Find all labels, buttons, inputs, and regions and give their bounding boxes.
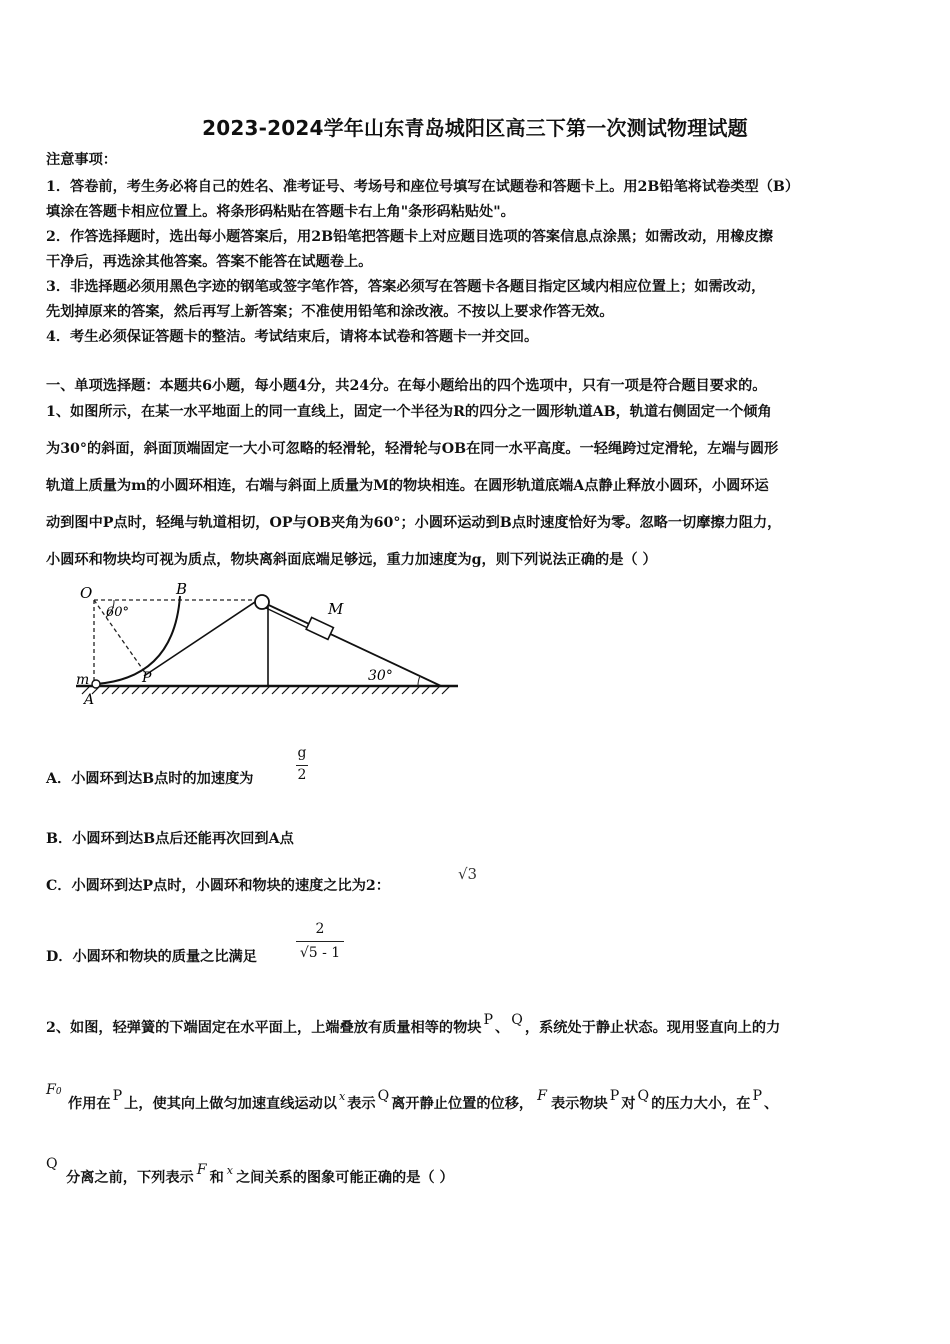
page-title: 2023-2024学年山东青岛城阳区高三下第一次测试物理试题 xyxy=(202,116,748,140)
question-1-line: 轨道上质量为m的小圆环相连，右端与斜面上质量为M的物块相连。在圆形轨道底端A点静止释放小圆环，小圆环运 xyxy=(46,478,769,494)
q2-text: 之间关系的图象可能正确的是（ ） xyxy=(235,1170,454,1186)
notice-line: 填涂在答题卡相应位置上。将条形码粘贴在答题卡右上角"条形码粘贴处"。 xyxy=(46,204,515,220)
notice-line: 干净后，再选涂其他答案。答案不能答在试题卷上。 xyxy=(46,254,373,270)
q2-sym-f0-sub: 0 xyxy=(55,1087,62,1097)
notice-line: 2．作答选择题时，选出每小题答案后，用2B铅笔把答题卡上对应题目选项的答案信息点涂黑；如需改动，用橡皮擦 xyxy=(46,229,773,245)
q2-sym-q: Q xyxy=(377,1088,390,1104)
option-c-sqrt3: √3 xyxy=(458,865,478,883)
q2-text: 和 xyxy=(209,1170,224,1186)
option-c: C．小圆环到达P点时，小圆环和物块的速度之比为2： xyxy=(46,878,390,894)
q2-sym-q: Q xyxy=(637,1088,650,1104)
option-a-fraction-bar xyxy=(296,765,308,766)
notice-line: 先划掉原来的答案，然后再写上新答案；不准使用铅笔和涂改液。不按以上要求作答无效。 xyxy=(46,304,614,320)
q2-sym-p: P xyxy=(483,1012,494,1028)
q2-sym-p: P xyxy=(752,1088,762,1104)
question-1-line: 动到图中P点时，轻绳与轨道相切，OP与OB夹角为60°；小圆环运动到B点时速度恰好为零。忽略一切摩擦力阻力， xyxy=(46,515,782,531)
label-o: O xyxy=(80,584,93,602)
option-a-denominator: 2 xyxy=(297,767,307,783)
label-30: 30° xyxy=(368,668,393,684)
ring-icon xyxy=(92,680,100,688)
question-2-line-3 xyxy=(46,1156,454,1189)
q2-text: 的压力大小，在 xyxy=(651,1096,751,1112)
option-a: A．小圆环到达B点时的加速度为 xyxy=(46,771,254,787)
q2-text: 上，使其向上做匀加速直线运动以 xyxy=(124,1096,337,1112)
incline-surface xyxy=(258,600,441,686)
q2-text: 表示 xyxy=(347,1096,376,1112)
q2-text: 表示物块 xyxy=(550,1096,608,1112)
notice-line: 3．非选择题必须用黑色字迹的钢笔或签字笔作答，答案必须写在答题卡各题目指定区域内相应位置上；如需改动， xyxy=(46,279,766,295)
label-60: 60° xyxy=(106,605,130,620)
rope-left xyxy=(144,600,258,676)
option-d-fraction-bar xyxy=(296,941,344,942)
label-M: M xyxy=(328,600,344,618)
notice-line: 4．考生必须保证答题卡的整洁。考试结束后，请将本试卷和答题卡一并交回。 xyxy=(46,329,539,345)
angle-arc-30 xyxy=(418,676,420,686)
q2-sym-f0 xyxy=(46,1080,62,1102)
option-d: D．小圆环和物块的质量之比满足 xyxy=(46,949,257,965)
q2-sym-q: Q xyxy=(46,1156,58,1172)
label-p: P xyxy=(142,670,152,686)
q2-sym-x: x xyxy=(226,1164,233,1177)
q2-sym-f0-main: F xyxy=(46,1082,56,1098)
question-1-figure xyxy=(46,582,466,712)
q2-text: 离开静止位置的位移， xyxy=(391,1096,534,1112)
block-m xyxy=(306,617,333,639)
notice-line: 1．答卷前，考生务必将自己的姓名、准考证号、考场号和座位号填写在试题卷和答题卡上。用2B铅笔将试卷类型（B） xyxy=(46,179,800,195)
question-1-line: 为30°的斜面，斜面顶端固定一大小可忽略的轻滑轮，轻滑轮与OB在同一水平高度。一轻绳跨过定滑轮，左端与圆形 xyxy=(46,441,779,457)
pulley-icon xyxy=(255,595,269,609)
question-2-line-1 xyxy=(46,1012,781,1038)
option-d-denominator: √5 - 1 xyxy=(299,945,341,961)
q2-text: ，系统处于静止状态。现用竖直向上的力 xyxy=(524,1020,781,1036)
q2-sym-p: P xyxy=(609,1088,620,1104)
q2-text: 作用在 xyxy=(68,1096,111,1112)
option-d-numerator: 2 xyxy=(315,921,325,937)
q2-sym-q: Q xyxy=(511,1012,523,1028)
rope-right xyxy=(266,608,312,630)
q2-sym-f: F xyxy=(196,1162,207,1178)
question-2-line-2 xyxy=(46,1082,779,1115)
section-heading: 一、单项选择题：本题共6小题，每小题4分，共24分。在每小题给出的四个选项中，只有一项是符合题目要求的。 xyxy=(46,378,767,394)
question-1-line: 小圆环和物块均可视为质点，物块离斜面底端足够远，重力加速度为g，则下列说法正确的是（ ） xyxy=(46,552,657,568)
q2-sym-p: P xyxy=(112,1088,123,1104)
q2-sep: 、 xyxy=(495,1020,510,1036)
option-a-numerator: g xyxy=(297,745,307,761)
label-a: A xyxy=(84,692,95,708)
q2-text: 、 xyxy=(763,1096,779,1112)
question-1-line: 1、如图所示，在某一水平地面上的同一直线上，固定一个半径为R的四分之一圆形轨道AB，轨道右侧固定一个倾角 xyxy=(46,404,772,420)
label-b: B xyxy=(176,582,188,598)
q2-text: 分离之前，下列表示 xyxy=(66,1170,194,1186)
label-m: m xyxy=(76,672,90,688)
option-b: B．小圆环到达B点后还能再次回到A点 xyxy=(46,831,294,847)
notice-heading: 注意事项： xyxy=(46,152,117,168)
q2-text: 2、如图，轻弹簧的下端固定在水平面上，上端叠放有质量相等的物块 xyxy=(46,1020,482,1036)
q2-sym-x: x xyxy=(338,1090,346,1103)
q2-sym-f: F xyxy=(537,1088,547,1104)
q2-text: 对 xyxy=(621,1096,636,1112)
